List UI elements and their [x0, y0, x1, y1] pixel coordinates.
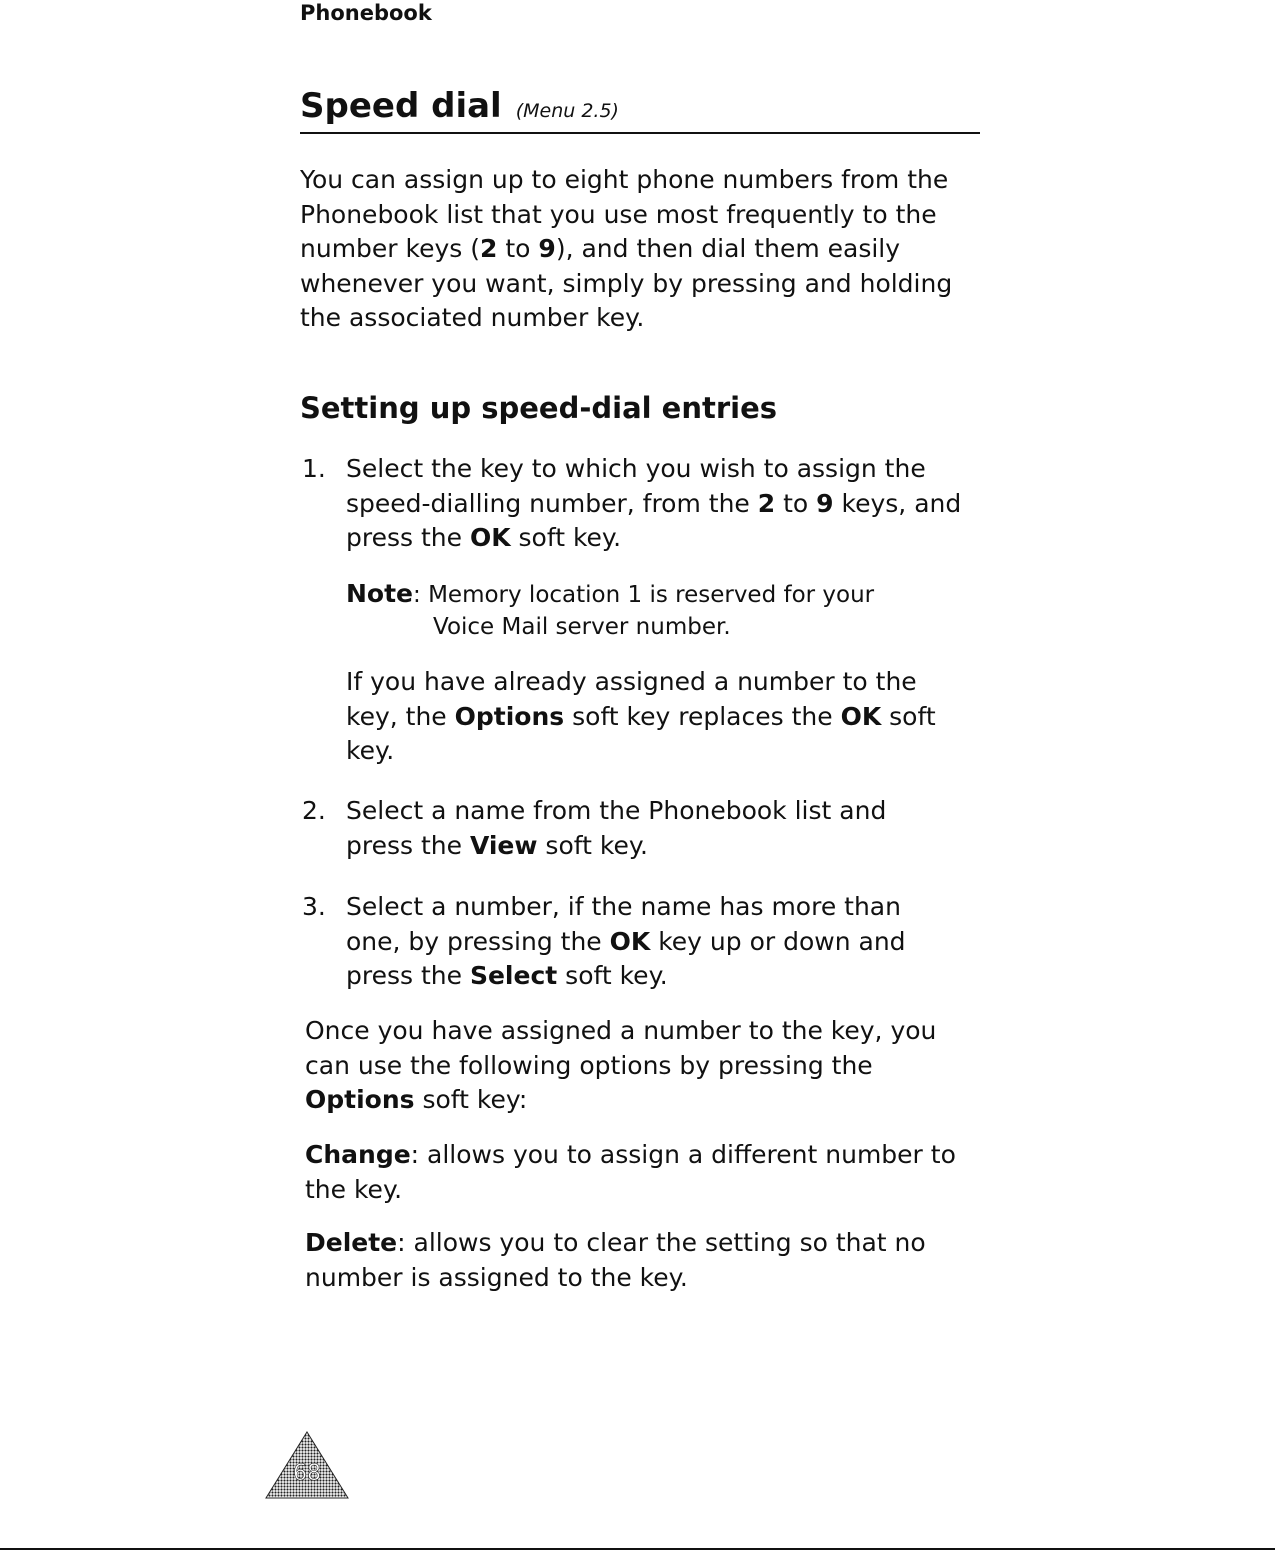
- step-2-text: Select a name from the Phonebook list and press the View soft key.: [346, 796, 887, 860]
- step-3-text: Select a number, if the name has more than one, by pressing the OK key up or down and press the Select soft key.: [346, 892, 906, 990]
- running-header: Phonebook: [300, 1, 432, 25]
- title-text: Speed dial: [300, 86, 502, 126]
- intro-paragraph: You can assign up to eight phone numbers from the Phonebook list that you use most frequently to the number keys (2 to 9), and then dial them easily whenever you want, simply by pressing and holding the associated number key.: [300, 165, 953, 332]
- step-number: 1.: [302, 454, 326, 483]
- subheading: Setting up speed-dial entries: [300, 391, 778, 425]
- note-line-1: Memory location 1 is reserved for your: [428, 582, 875, 608]
- option-label: Change: [305, 1140, 411, 1169]
- note-block: Note: Memory location 1 is reserved for your Voice Mail server number.: [346, 578, 966, 643]
- page-number-badge: [262, 1428, 352, 1500]
- already-assigned-paragraph: If you have already assigned a number to the key, the Options soft key replaces the OK soft key.: [346, 667, 936, 765]
- section-title: [300, 84, 980, 134]
- option-change: Change: allows you to assign a different number to the key.: [305, 1140, 956, 1204]
- step-1-text: Select the key to which you wish to assign the speed-dialling number, from the 2 to 9 keys, and press the OK soft key.: [346, 454, 962, 552]
- step-number: 2.: [302, 796, 326, 825]
- page-number: 68: [293, 1461, 321, 1486]
- bottom-rule: [0, 1548, 1275, 1550]
- note-line-2: Voice Mail server number.: [433, 614, 731, 640]
- option-label: Delete: [305, 1228, 398, 1257]
- step-number: 3.: [302, 892, 326, 921]
- options-intro-paragraph: Once you have assigned a number to the key, you can use the following options by pressing the Options soft key:: [305, 1016, 937, 1114]
- note-label: Note: [346, 579, 414, 608]
- option-delete: Delete: allows you to clear the setting so that no number is assigned to the key.: [305, 1228, 926, 1292]
- menu-reference: (Menu 2.5): [515, 100, 619, 122]
